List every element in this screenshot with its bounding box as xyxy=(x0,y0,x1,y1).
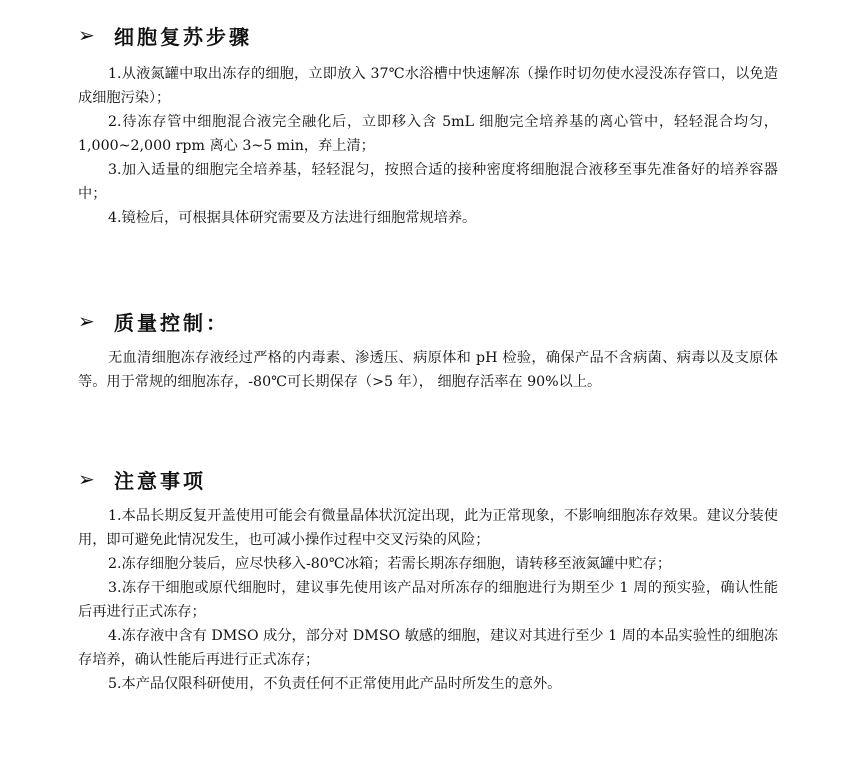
section-notes xyxy=(78,464,778,696)
section-heading xyxy=(78,464,778,494)
paragraph: 1.从液氮罐中取出冻存的细胞，立即放入 37℃水浴槽中快速解冻（操作时切勿使水浸没冻存管口，以免造成细胞污染）； xyxy=(78,66,778,106)
section-quality-control xyxy=(78,306,778,394)
paragraph: 4.冻存液中含有 DMSO 成分，部分对 DMSO 敏感的细胞，建议对其进行至少 1 周的本品实验性的细胞冻存培养，确认性能后再进行正式冻存； xyxy=(78,628,778,668)
paragraph: 3.冻存干细胞或原代细胞时，建议事先使用该产品对所冻存的细胞进行为期至少 1 周的预实验，确认性能后再进行正式冻存； xyxy=(78,580,778,620)
section-title: 细胞复苏步骤 xyxy=(114,24,252,49)
paragraph: 2.待冻存管中细胞混合液完全融化后，立即移入含 5mL 细胞完全培养基的离心管中，轻轻混合均匀，1,000~2,000 rpm 离心 3~5 min，弃上清； xyxy=(78,114,778,154)
section-title: 注意事项 xyxy=(114,468,206,493)
section-heading xyxy=(78,20,778,50)
paragraph: 4.镜检后，可根据具体研究需要及方法进行细胞常规培养。 xyxy=(108,210,477,226)
paragraph: 5.本产品仅限科研使用，不负责任何不正常使用此产品时所发生的意外。 xyxy=(108,676,562,692)
paragraph: 2.冻存细胞分装后，应尽快移入-80℃冰箱；若需长期冻存细胞，请转移至液氮罐中贮存； xyxy=(108,556,672,572)
paragraph: 1.本品长期反复开盖使用可能会有微量晶体状沉淀出现，此为正常现象，不影响细胞冻存效果。建议分装使用，即可避免此情况发生，也可减小操作过程中交叉污染的风险； xyxy=(78,508,778,548)
section-heading xyxy=(78,306,778,336)
paragraph: 无血清细胞冻存液经过严格的内毒素、渗透压、病原体和 pH 检验，确保产品不含病菌、病毒以及支原体等。用于常规的细胞冻存，-80℃可长期保存（>5 年）， 细胞存活率在 90%以上。 xyxy=(78,350,778,390)
section-recovery-steps xyxy=(78,20,778,230)
arrow-right-icon: ➢ xyxy=(78,309,95,333)
paragraph: 3.加入适量的细胞完全培养基，轻轻混匀，按照合适的接种密度将细胞混合液移至事先准备好的培养容器中； xyxy=(78,162,778,202)
section-title: 质量控制： xyxy=(114,310,229,335)
arrow-right-icon: ➢ xyxy=(78,23,95,47)
arrow-right-icon: ➢ xyxy=(78,467,95,491)
